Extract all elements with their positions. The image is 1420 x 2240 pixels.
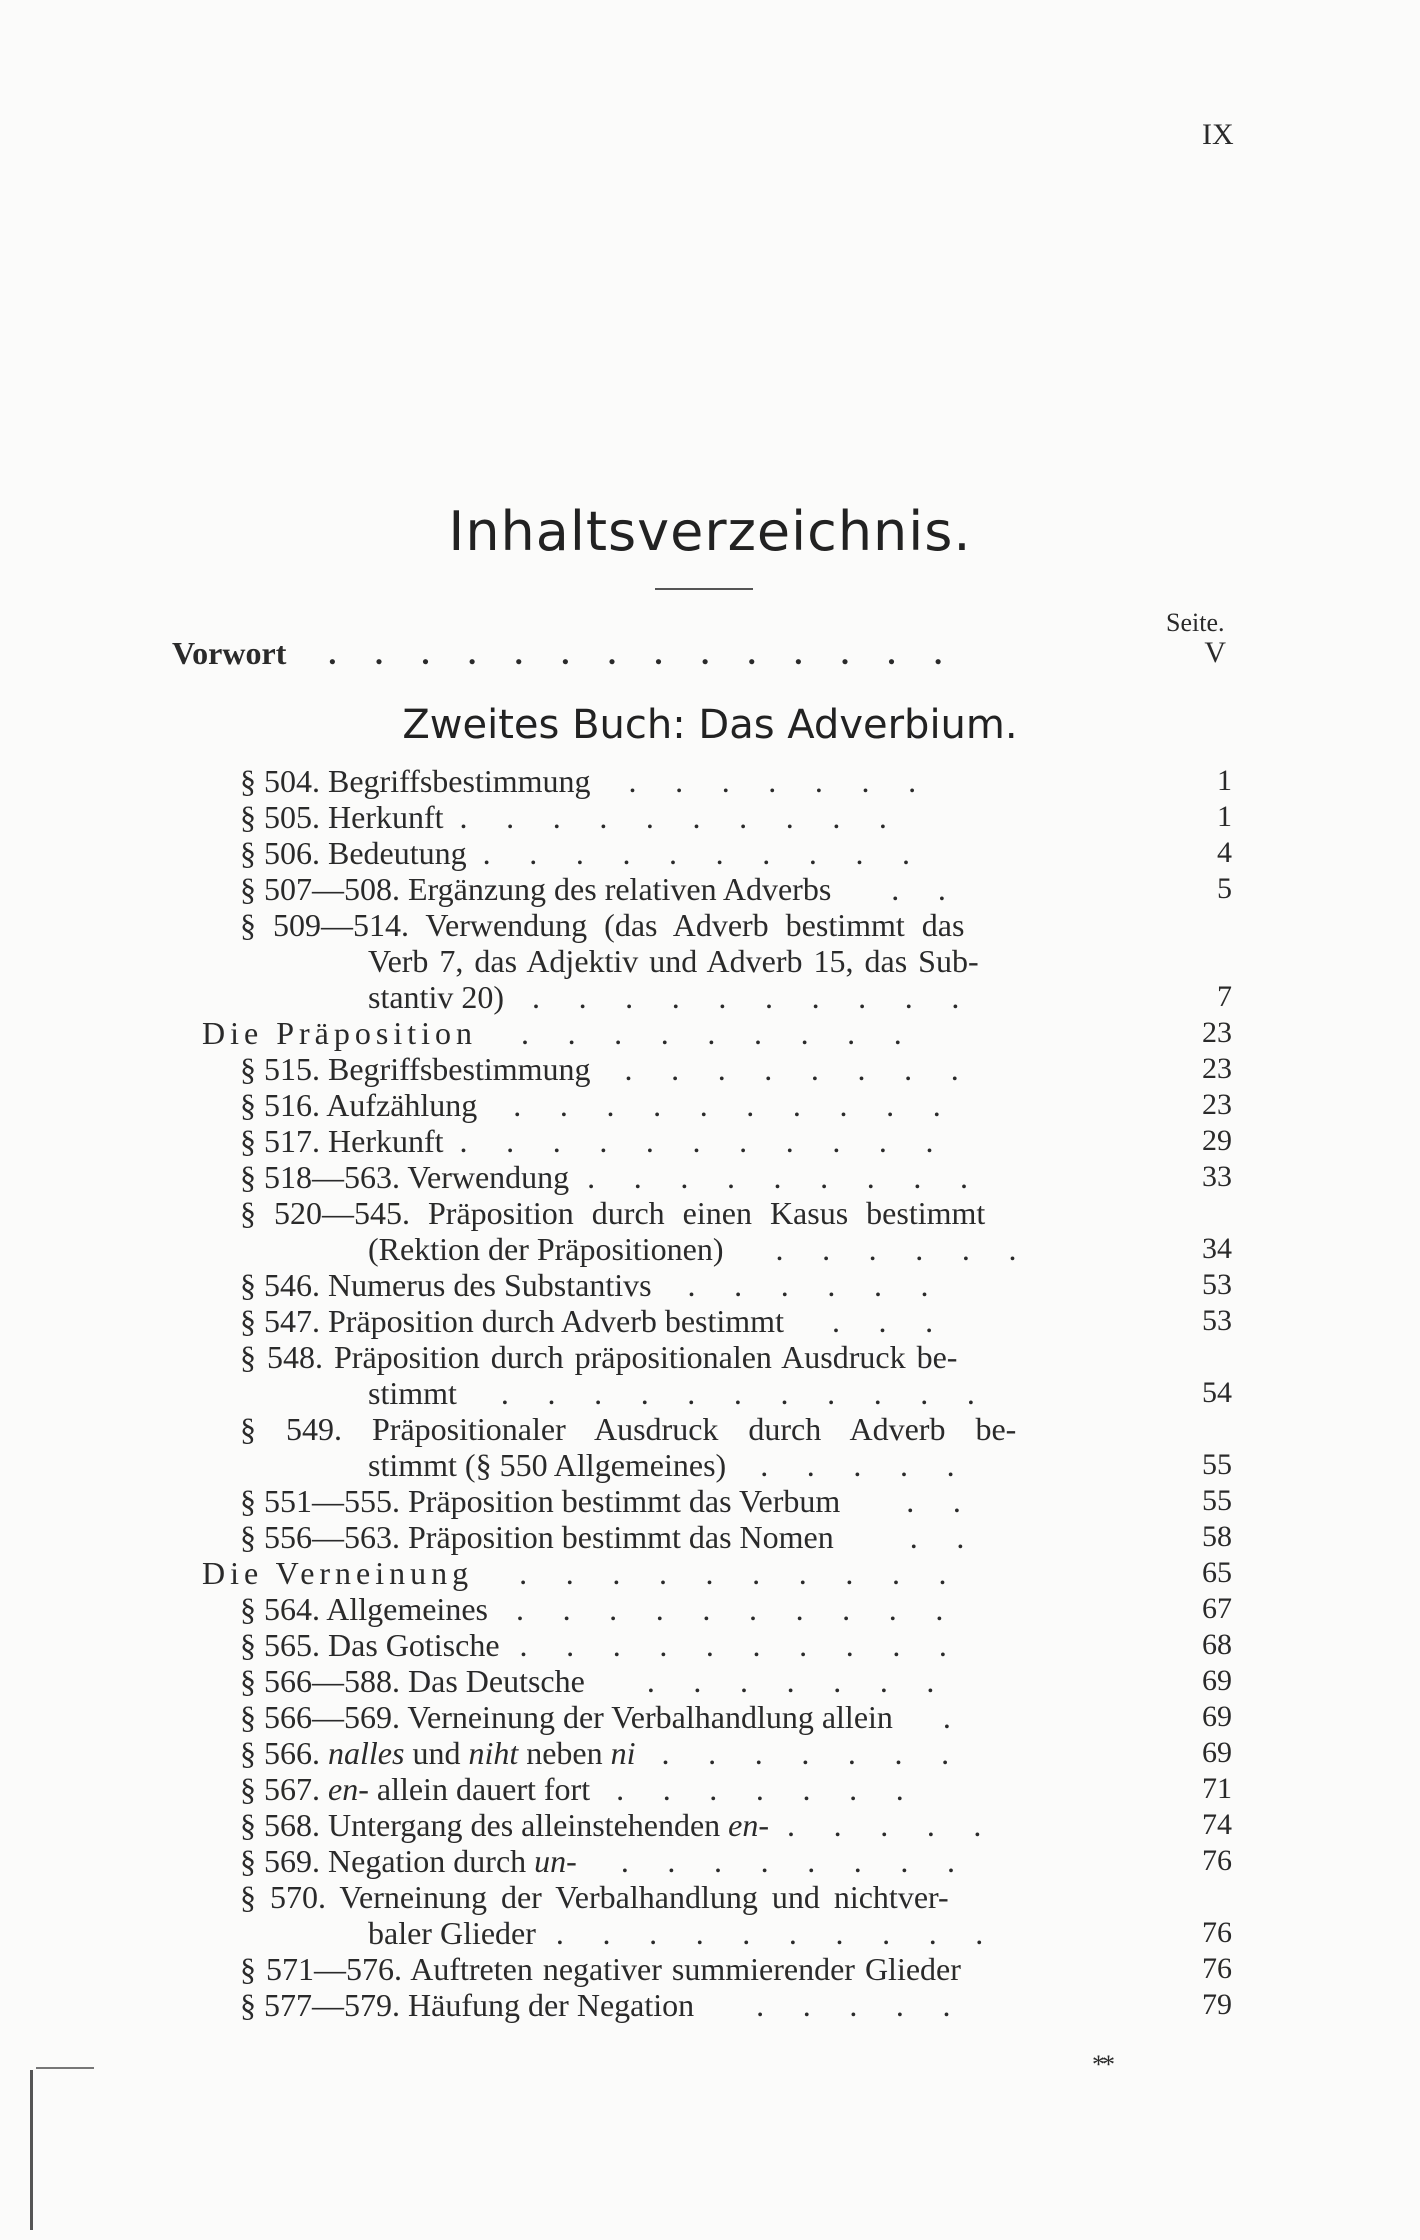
leader-dots: . . . . . . . (661, 1735, 965, 1771)
toc-entry[interactable] (240, 1087, 956, 1123)
section-number: § 515. (240, 1051, 320, 1087)
entry-text: Präposition bestimmt das Verbum (408, 1483, 841, 1519)
entry-text: Allgemeines (326, 1591, 488, 1627)
section-number: § 547. (240, 1303, 320, 1339)
entry-page: 29 (1202, 1124, 1232, 1157)
toc-entry-continuation (368, 943, 979, 979)
entry-text: Das Deutsche (408, 1663, 585, 1699)
section-number: § 566—588. (240, 1663, 400, 1699)
entry-text-italic: nalles (328, 1735, 405, 1771)
entry-page: 55 (1202, 1484, 1232, 1517)
toc-entry[interactable] (240, 1879, 949, 1915)
book-heading: Zweites Buch: Das Adverbium. (402, 702, 1018, 748)
toc-heading-praeposition[interactable] (202, 1015, 917, 1051)
leader-dots: . . . (831, 1303, 949, 1339)
entry-page: 69 (1202, 1736, 1232, 1769)
entry-page: 74 (1202, 1808, 1232, 1841)
entry-text: stimmt (368, 1375, 457, 1411)
section-number: § 506. (240, 835, 320, 871)
toc-entry-vorwort[interactable] (172, 635, 957, 671)
leader-dots: . . (909, 1519, 980, 1555)
toc-entry-continuation[interactable] (368, 1231, 1032, 1267)
section-number: § 564. (240, 1591, 320, 1627)
leader-dots: . . . . . . . . . . . (459, 1123, 949, 1159)
section-number: § 571—576. (240, 1951, 402, 1987)
toc-entry-continuation[interactable] (368, 1375, 990, 1411)
page-number: IX (1202, 118, 1234, 151)
entry-text: Verwendung (das Adverb bestimmt das (425, 907, 965, 943)
leader-dots: . . . . . . . . . (587, 1159, 984, 1195)
leader-dots: . . . . . (787, 1807, 997, 1843)
leader-dots: . . . . . . . . . . . (500, 1375, 991, 1411)
leader-dots: . . (906, 1483, 977, 1519)
leader-dots: . . (891, 871, 962, 907)
toc-entry[interactable] (240, 1735, 964, 1771)
section-number: § 566—569. (240, 1699, 400, 1735)
leader-dots: . . . . . . . . . . (531, 979, 975, 1015)
section-number: § 567. (240, 1771, 320, 1807)
entry-text: und (404, 1735, 469, 1771)
section-number: § 569. (240, 1843, 320, 1879)
toc-entry[interactable] (240, 1951, 961, 1987)
entry-page: V (1204, 636, 1226, 669)
section-number: § 504. (240, 763, 320, 799)
toc-heading-verneinung[interactable] (202, 1555, 962, 1591)
entry-page: 55 (1202, 1448, 1232, 1481)
entry-text: Präposition bestimmt das Nomen (408, 1519, 834, 1555)
margin-line (30, 2070, 33, 2230)
toc-entry[interactable] (240, 1159, 983, 1195)
toc-entry[interactable] (240, 1267, 944, 1303)
toc-entry[interactable] (240, 1123, 949, 1159)
leader-dots: . . . . . (760, 1447, 970, 1483)
toc-entry[interactable] (240, 1591, 959, 1627)
signature-mark: ** (1092, 2050, 1112, 2079)
toc-entry[interactable] (240, 1519, 980, 1555)
entry-page: 33 (1202, 1160, 1232, 1193)
toc-entry[interactable] (240, 799, 902, 835)
entry-text-italic: un- (534, 1843, 577, 1879)
section-number: § 577—579. (240, 1987, 400, 2023)
leader-dots: . . . . . . . . (620, 1843, 971, 1879)
entry-text: stimmt (§ 550 Allgemeines) (368, 1447, 727, 1483)
toc-entry[interactable] (240, 1339, 957, 1375)
leader-dots: . . . . . . . . . . (515, 1591, 959, 1627)
entry-text: Auftreten negativer summierender Glieder (410, 1951, 961, 1987)
entry-page: 58 (1202, 1520, 1232, 1553)
toc-entry[interactable] (240, 1627, 962, 1663)
entry-text-italic: en- (728, 1807, 770, 1843)
entry-text: Begriffsbestimmung (328, 763, 591, 799)
toc-entry[interactable] (240, 1195, 985, 1231)
page-title: Inhaltsverzeichnis. (448, 500, 972, 563)
section-number: § 570. (240, 1879, 326, 1915)
entry-text: Herkunft (328, 1123, 444, 1159)
entry-page: 1 (1217, 800, 1232, 833)
section-number: § 551—555. (240, 1483, 400, 1519)
section-number: § 509—514. (240, 907, 409, 943)
entry-label: Vorwort (172, 635, 287, 671)
toc-entry[interactable] (240, 871, 961, 907)
entry-page: 4 (1217, 836, 1232, 869)
entry-text: neben (518, 1735, 611, 1771)
entry-text: (Rektion der Präpositionen) (368, 1231, 724, 1267)
toc-entry[interactable] (240, 763, 931, 799)
leader-dots: . . . . . . . . . . (513, 1087, 956, 1123)
entry-page: 69 (1202, 1700, 1232, 1733)
entry-page: 76 (1202, 1952, 1232, 1985)
leader-dots: . . . . . . (775, 1231, 1032, 1267)
entry-text: Aufzählung (326, 1087, 478, 1123)
entry-page: 53 (1202, 1268, 1232, 1301)
entry-text: Das Gotische (328, 1627, 500, 1663)
entry-page: 7 (1217, 980, 1232, 1013)
section-number: § 546. (240, 1267, 320, 1303)
section-number: § 505. (240, 799, 320, 835)
entry-text: Verwendung (407, 1159, 570, 1195)
entry-page: 68 (1202, 1628, 1232, 1661)
toc-entry-continuation[interactable] (368, 1915, 999, 1951)
section-number: § 565. (240, 1627, 320, 1663)
leader-dots: . . . . . . . . . (520, 1015, 918, 1051)
toc-entry[interactable] (240, 1843, 970, 1879)
leader-dots: . . . . . . . (646, 1663, 950, 1699)
entry-text: Negation durch (328, 1843, 535, 1879)
toc-entry[interactable] (240, 1051, 974, 1087)
section-number: § 520—545. (240, 1195, 410, 1231)
margin-mark (36, 2067, 94, 2069)
toc-entry[interactable] (240, 1699, 966, 1735)
leader-dots: . . . . . . . . . . (459, 799, 903, 835)
entry-text: Präposition durch präpositionalen Ausdruck be- (334, 1339, 958, 1375)
leader-dots: . . . . . . . . . . (519, 1555, 962, 1591)
entry-heading: Die Präposition (202, 1015, 477, 1051)
entry-text: Präpositionaler Ausdruck durch Adverb be- (372, 1411, 1017, 1447)
entry-text: Herkunft (328, 799, 444, 835)
section-number: § 556—563. (240, 1519, 400, 1555)
entry-text: Numerus des Substantivs (328, 1267, 652, 1303)
section-number: § 518—563. (240, 1159, 400, 1195)
entry-page: 23 (1202, 1088, 1232, 1121)
entry-text: Verneinung der Verbalhandlung und nichtver- (339, 1879, 949, 1915)
entry-page: 53 (1202, 1304, 1232, 1337)
section-number: § 549. (240, 1411, 342, 1447)
entry-page: 54 (1202, 1376, 1232, 1409)
section-number: § 566. (240, 1735, 320, 1771)
entry-page: 23 (1202, 1052, 1232, 1085)
leader-dots: . . . . . . . . . . (555, 1915, 999, 1951)
section-number: § 548. (240, 1339, 323, 1375)
entry-text: baler Glieder (368, 1915, 536, 1951)
entry-text: Bedeutung (328, 835, 467, 871)
entry-page: 69 (1202, 1664, 1232, 1697)
leader-dots: . . . . . . (687, 1267, 944, 1303)
section-number: § 517. (240, 1123, 320, 1159)
leader-dots: . . . . . . . . (624, 1051, 974, 1087)
leader-dots: . . . . . . . . . . (482, 835, 926, 871)
toc-entry[interactable] (240, 835, 925, 871)
entry-text: Präposition durch einen Kasus bestimmt (428, 1195, 986, 1231)
toc-entry-continuation[interactable] (368, 979, 975, 1015)
entry-text: Präposition durch Adverb bestimmt (328, 1303, 784, 1339)
entry-page: 76 (1202, 1844, 1232, 1877)
entry-text-italic: en- (328, 1771, 369, 1807)
entry-heading: Die Verneinung (202, 1555, 474, 1591)
entry-text: Untergang des alleinstehenden (328, 1807, 729, 1843)
entry-text-italic: niht (468, 1735, 519, 1771)
toc-entry[interactable] (240, 1987, 966, 2023)
section-number: § 568. (240, 1807, 320, 1843)
entry-page: 34 (1202, 1232, 1232, 1265)
leader-dots: . (942, 1699, 967, 1735)
leader-dots: . . . . . . . . . . . . . . (328, 635, 958, 671)
entry-text-italic: ni (610, 1735, 636, 1771)
entry-page: 79 (1202, 1988, 1232, 2021)
toc-entry[interactable] (240, 1663, 950, 1699)
entry-text: Begriffsbestimmung (328, 1051, 591, 1087)
leader-dots: . . . . . . . (616, 1771, 919, 1807)
section-number: § 507—508. (240, 871, 400, 907)
entry-text: Ergänzung des relativen Adverbs (408, 871, 832, 907)
entry-text: allein dauert fort (368, 1771, 591, 1807)
section-number: § 516. (240, 1087, 320, 1123)
entry-page: 5 (1217, 872, 1232, 905)
entry-page: 1 (1217, 764, 1232, 797)
toc-entry[interactable] (240, 1303, 948, 1339)
leader-dots: . . . . . . . . . . (519, 1627, 963, 1663)
toc-entry-continuation[interactable] (368, 1447, 970, 1483)
entry-text: Häufung der Negation (408, 1987, 695, 2023)
toc-entry[interactable] (240, 1771, 919, 1807)
entry-page: 23 (1202, 1016, 1232, 1049)
leader-dots: . . . . . . . (628, 763, 932, 799)
entry-page: 71 (1202, 1772, 1232, 1805)
toc-entry[interactable] (240, 1411, 1016, 1447)
entry-page: 76 (1202, 1916, 1232, 1949)
toc-entry[interactable] (240, 1483, 976, 1519)
toc-entry[interactable] (240, 907, 964, 943)
page-column-label: Seite. (1166, 608, 1225, 637)
entry-page: 67 (1202, 1592, 1232, 1625)
entry-page: 65 (1202, 1556, 1232, 1589)
entry-text: Verneinung der Verbalhandlung allein (407, 1699, 893, 1735)
entry-text: Verb 7, das Adjektiv und Adverb 15, das Sub- (368, 943, 979, 979)
entry-text: stantiv 20) (368, 979, 504, 1015)
title-divider (655, 588, 753, 590)
leader-dots: . . . . . (756, 1987, 966, 2023)
toc-entry[interactable] (240, 1807, 997, 1843)
